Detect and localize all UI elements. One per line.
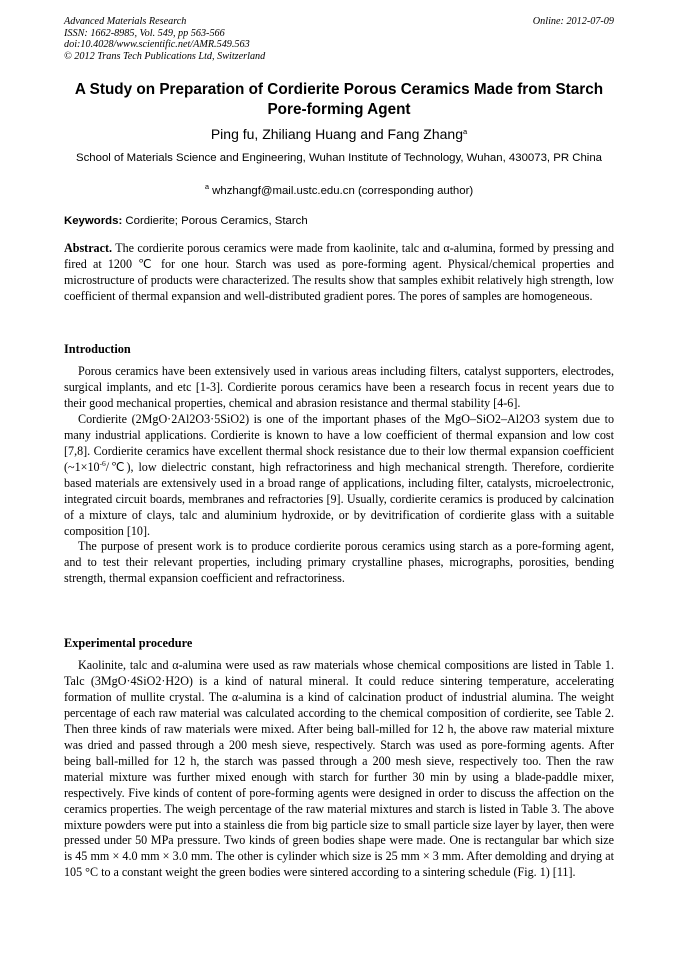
- introduction-section: [64, 364, 614, 587]
- abstract-label: Abstract.: [64, 241, 113, 255]
- introduction-heading: Introduction: [64, 342, 131, 356]
- experimental-section: [64, 658, 614, 881]
- keywords: [64, 214, 614, 228]
- intro-paragraph-2: [64, 412, 614, 540]
- intro-paragraph-2-part-a: Cordierite (2MgO·2Al2O3·5SiO2) is one of the important phases of the MgO–SiO2–Al2O3 system due to many industrial applications. Cordierite is known to have a low coefficient of thermal expansion and low cost [7,8]. Cordierite ceramics have excellent thermal shock resistance due to their low thermal expansion coefficient (~1×10: [64, 411, 614, 474]
- email-affiliation-mark: a: [204, 182, 209, 191]
- abstract-text: The cordierite porous ceramics were made from kaolinite, talc and α-alumina, formed by pressing and fired at 1200 ℃ for one hour. Starch was used as pore-forming agent. Physical/chemical properties and microstructure of products were characterized. The results show that samples exhibit relatively high strength, low coefficient of thermal expansion and well-distributed gradient pores. The pores of samples are homogeneous.: [64, 241, 614, 303]
- author-affiliation-mark: a: [463, 127, 468, 136]
- journal-header: [64, 16, 265, 62]
- affiliation: School of Materials Science and Engineering, Wuhan Institute of Technology, Wuhan, 430073, PR China: [76, 152, 602, 164]
- copyright-line: © 2012 Trans Tech Publications Ltd, Switzerland: [64, 50, 266, 62]
- intro-paragraph-3: The purpose of present work is to produce cordierite porous ceramics using starch as a pore-forming agent, and to test their relevant properties, including primary crystalline phases, micrographs, porosities, bending strength, thermal expansion coefficient and refractoriness.: [64, 539, 614, 586]
- doi-line[interactable]: doi:10.4028/www.scientific.net/AMR.549.563: [64, 39, 250, 51]
- intro-paragraph-1: Porous ceramics have been extensively used in various areas including filters, catalyst supporters, electrodes, surgical implants, and etc [1-3]. Cordierite porous ceramics have been a research focus in recent years due to their good mechanical properties, chemical and abrasion resistance and thermal stability [4-6].: [64, 364, 614, 410]
- author-names: Ping fu, Zhiliang Huang and Fang Zhang: [210, 126, 463, 142]
- author-list: [0, 125, 678, 143]
- intro-paragraph-2-part-b: /℃), low dielectric constant, high refractoriness and high mechanical strength. Therefore, cordierite based materials are extensively used in a broad range of applications, including filter, catalysts, microelectronic, integrated circuit boards, membranes and refractories [9]. Usually, cordierite ceramics is produced by calcination of a mixture of clays, talc and aluminium hydroxide, or by devitrification of cordierite glass with a suitable composition [10].: [64, 459, 614, 538]
- abstract: [64, 241, 614, 305]
- experimental-heading: Experimental procedure: [64, 636, 193, 650]
- paper-title: A Study on Preparation of Cordierite Porous Ceramics Made from Starch Pore-forming Agent: [74, 81, 604, 118]
- experimental-paragraph-1: Kaolinite, talc and α-alumina were used as raw materials whose chemical compositions are listed in Table 1. Talc (3MgO·4SiO2·H2O) is a kind of natural mineral. It could reduce sintering temperature, accelerating formation of mullite crystal. The α-alumina is a kind of calcination product of industrial alumina. The weight percentage of each raw material was calculated according to the chemical composition of cordierite, see Table 2. Then three kinds of raw materials were mixed. After being ball-milled for 12 h, the above raw material mixture was dried and passed through a 200 mesh sieve, respectively. Starch was used as pore-forming agents. After being ball-milled for 12 h, the starch was passed through a 200 mesh sieve, respectively too. Then the raw material mixture was further mixed enough with starch for further 30 min by using a blade-paddle mixer, respectively. Five kinds of content of pore-forming agents were designed in order to discuss the affection on the ceramics properties. The weigh percentage of the raw material mixtures and starch is listed in Table 3. The above mixture powders were put into a stainless die from big particle size to small particle size layer by layer, then were pressed under 50 MPa pressure. Two kinds of green bodies shape were made. One is rectangular bar which size is 45 mm × 4.0 mm × 3.0 mm. The other is cylinder which size is 25 mm × 3 mm. After demolding and drying at 105 °C to a constant weight the green bodies were sintered according to a sintering schedule (Fig. 1) [11].: [64, 658, 614, 880]
- email-address[interactable]: whzhangf@mail.ustc.edu.cn (corresponding author): [212, 185, 474, 197]
- keywords-label: Keywords:: [64, 215, 123, 227]
- corresponding-email: [0, 184, 678, 198]
- keywords-text: Cordierite; Porous Ceramics, Starch: [125, 215, 308, 227]
- online-date: Online: 2012-07-09: [532, 16, 614, 27]
- issn-line: ISSN: 1662-8985, Vol. 549, pp 563-566: [64, 27, 225, 39]
- exponent: -6: [99, 458, 106, 468]
- journal-name: Advanced Materials Research: [64, 16, 187, 27]
